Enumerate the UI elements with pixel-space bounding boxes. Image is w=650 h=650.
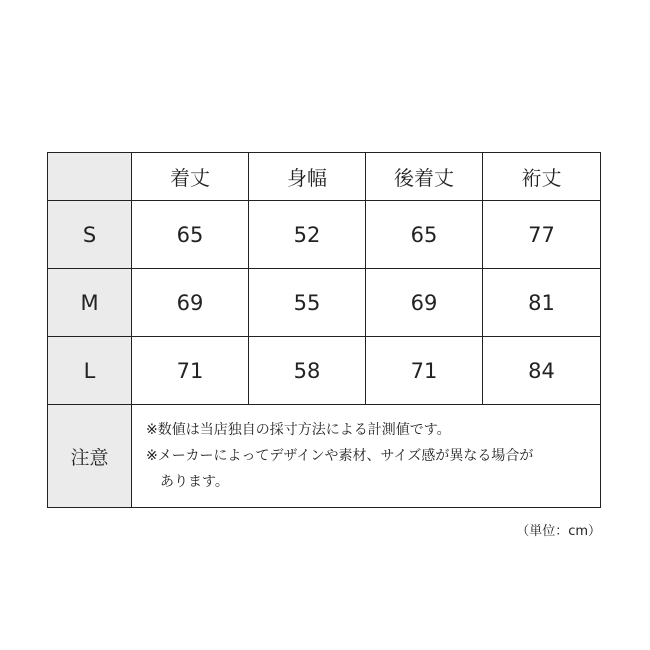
table-cell: 65: [366, 201, 483, 269]
table-row: [48, 201, 601, 269]
header-sleeve-length: 裄丈: [483, 153, 601, 201]
table-row: [48, 269, 601, 337]
table-cell: 77: [483, 201, 601, 269]
table-row: [48, 337, 601, 405]
table-cell: 58: [249, 337, 366, 405]
note-row: [48, 405, 601, 508]
table-cell: 69: [132, 269, 249, 337]
table-cell: 65: [132, 201, 249, 269]
header-row: [48, 153, 601, 201]
note-text: [132, 405, 601, 508]
note-line: ※メーカーによってデザインや素材、サイズ感が異なる場合が: [146, 448, 534, 464]
note-line: ※数値は当店独自の採寸方法による計測値です。: [146, 422, 451, 438]
table-cell: 69: [366, 269, 483, 337]
size-label: L: [48, 337, 132, 405]
table-cell: 55: [249, 269, 366, 337]
size-label: M: [48, 269, 132, 337]
table-cell: 81: [483, 269, 601, 337]
table-cell: 71: [366, 337, 483, 405]
table-cell: 71: [132, 337, 249, 405]
note-label: 注意: [48, 405, 132, 508]
table-cell: 52: [249, 201, 366, 269]
unit-label: （単位：cm）: [516, 524, 601, 539]
size-chart-table: [47, 152, 601, 508]
header-back-length: 後着丈: [366, 153, 483, 201]
note-line: あります。: [160, 474, 229, 490]
corner-cell: [48, 153, 132, 201]
size-label: S: [48, 201, 132, 269]
header-length: 着丈: [132, 153, 249, 201]
header-width: 身幅: [249, 153, 366, 201]
table-cell: 84: [483, 337, 601, 405]
